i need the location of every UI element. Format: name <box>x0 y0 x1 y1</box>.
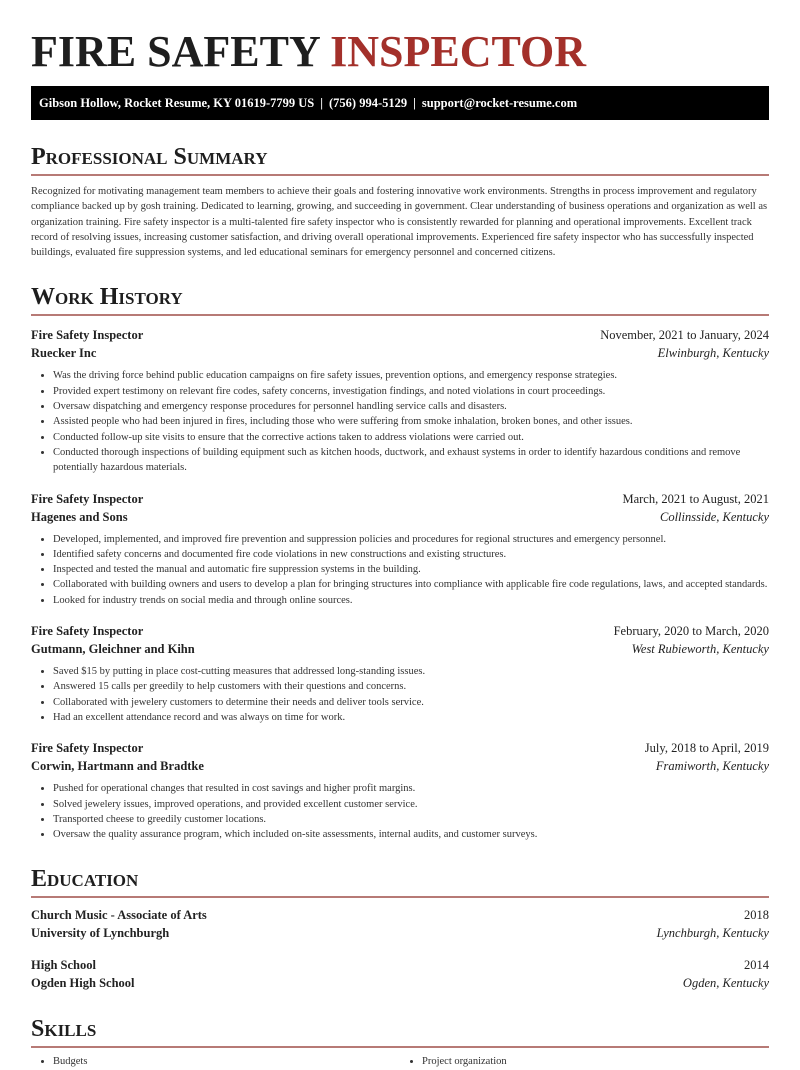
job-title: Fire Safety Inspector <box>31 741 144 756</box>
job-dates: July, 2018 to April, 2019 <box>644 741 769 756</box>
job-bullets <box>31 781 769 842</box>
education-entry <box>31 956 769 992</box>
job-bullet: • Pushed for operational changes that resulted in cost savings and higher profit margins. <box>53 781 769 796</box>
job-bullet: • Conducted thorough inspections of building equipment such as kitchen hoods, ductwork, and exhaust systems in order to identify hazardous conditions and remove potentially hazardous materials. <box>53 445 769 476</box>
job-company-row <box>31 508 769 526</box>
year: 2014 <box>744 958 769 973</box>
job-entry <box>31 739 769 842</box>
job-bullet: • Inspected and tested the manual and automatic fire suppression systems in the building. <box>53 562 769 577</box>
education-header-row <box>31 956 769 974</box>
job-bullet: • Assisted people who had been injured in fires, including those who were suffering from smoke inhalation, broken bones, and other issues. <box>53 414 769 429</box>
education-school-row <box>31 974 769 992</box>
school: Ogden High School <box>31 976 135 991</box>
school: University of Lynchburgh <box>31 926 170 941</box>
skill-item: • Budgets <box>53 1054 400 1069</box>
job-dates: March, 2021 to August, 2021 <box>622 491 769 506</box>
job-bullets <box>31 664 769 725</box>
job-bullet: • Saved $15 by putting in place cost-cutting measures that addressed long-standing issues. <box>53 664 769 679</box>
job-entry <box>31 622 769 725</box>
job-bullet: • Collaborated with building owners and users to develop a plan for bringing structures into compliance with applicable fire code regulations, laws, and accepted standards. <box>53 577 769 592</box>
job-bullets <box>31 368 769 475</box>
job-location: Framiworth, Kentucky <box>655 759 769 774</box>
school-location: Lynchburgh, Kentucky <box>656 926 769 941</box>
job-bullet: • Collaborated with jewelery customers to determine their needs and deliver tools service. <box>53 695 769 710</box>
education-list <box>31 906 769 992</box>
job-company: Hagenes and Sons <box>31 509 128 524</box>
job-company: Corwin, Hartmann and Bradtke <box>31 759 204 774</box>
email[interactable]: support@rocket-resume.com <box>421 96 578 110</box>
skills-list <box>31 1054 769 1069</box>
job-title: Fire Safety Inspector <box>31 328 144 343</box>
year: 2018 <box>744 908 769 923</box>
title-accent: INSPECTOR <box>330 27 587 76</box>
job-bullet: • Transported cheese to greedily customer locations. <box>53 812 769 827</box>
skills-heading: Skills <box>31 1014 769 1048</box>
education-school-row <box>31 924 769 942</box>
education-header-row <box>31 906 769 924</box>
school-location: Ogden, Kentucky <box>682 976 769 991</box>
summary-heading: Professional Summary <box>31 142 769 176</box>
job-company-row <box>31 640 769 658</box>
contact-bar: Gibson Hollow, Rocket Resume, KY 01619-7799 US | (756) 994-5129 | support@rocket-resume.com <box>31 86 769 120</box>
job-entry <box>31 326 769 475</box>
job-header-row <box>31 490 769 508</box>
job-bullets <box>31 532 769 608</box>
degree: High School <box>31 958 96 973</box>
phone: (756) 994-5129 <box>329 96 408 110</box>
job-location: West Rubieworth, Kentucky <box>631 642 769 657</box>
job-title: Fire Safety Inspector <box>31 624 144 639</box>
skills-column-right <box>400 1054 769 1069</box>
job-location: Elwinburgh, Kentucky <box>657 346 769 361</box>
resume-title: FIRE SAFETY INSPECTOR <box>31 27 587 76</box>
skills-column-left <box>31 1054 400 1069</box>
job-bullet: • Oversaw dispatching and emergency response procedures for personnel handling service calls and disasters. <box>53 399 769 414</box>
degree: Church Music - Associate of Arts <box>31 908 207 923</box>
job-location: Collinsside, Kentucky <box>659 509 769 524</box>
job-bullet: • Was the driving force behind public education campaigns on fire safety issues, prevention options, and emergency response strategies. <box>53 368 769 383</box>
summary-text: Recognized for motivating management team members to achieve their goals and fostering innovative work environments. Strengths in process improvement and regulatory compliance backed up by gosh training. Dedicated to learning, growing, and succeeding in government. Clear understanding of business operations and organization as well as organization training. Fire safety inspector is a multi-talented fire safety inspector who is consistently rewarded for planning and operational improvements. Excellent track record of resolving issues, increasing customer satisfaction, and driving overall operational improvements. Experienced fire safety inspector who has successfully inspected buildings, evaluated fire suppression systems, and led educational seminars for emergency personnel and concerned citizens. <box>31 186 768 259</box>
job-bullet: • Developed, implemented, and improved fire prevention and suppression policies and procedures for regional structures and emergency personnel. <box>53 532 769 547</box>
job-bullet: • Oversaw the quality assurance program, which included on-site assessments, internal audits, and customer surveys. <box>53 827 769 842</box>
job-dates: November, 2021 to January, 2024 <box>600 328 769 343</box>
job-dates: February, 2020 to March, 2020 <box>613 624 769 639</box>
job-header-row <box>31 622 769 640</box>
job-bullet: • Identified safety concerns and documented fire code violations in new constructions and existing structures. <box>53 547 769 562</box>
job-company-row <box>31 344 769 362</box>
job-bullet: • Answered 15 calls per greedily to help customers with their questions and concerns. <box>53 679 769 694</box>
job-company: Gutmann, Gleichner and Kihn <box>31 642 195 657</box>
job-header-row <box>31 326 769 344</box>
skill-item: • Project organization <box>422 1054 769 1069</box>
job-title: Fire Safety Inspector <box>31 491 144 506</box>
resume-page <box>31 0 769 1070</box>
job-company: Ruecker Inc <box>31 346 97 361</box>
job-header-row <box>31 739 769 757</box>
job-bullet: • Had an excellent attendance record and was always on time for work. <box>53 710 769 725</box>
job-bullet: • Looked for industry trends on social media and through online sources. <box>53 593 769 608</box>
education-heading: Education <box>31 864 769 898</box>
work-history-heading: Work History <box>31 282 769 316</box>
job-list <box>31 326 769 842</box>
job-bullet: • Conducted follow-up site visits to ensure that the corrective actions taken to address violations were carried out. <box>53 430 769 445</box>
address: Gibson Hollow, Rocket Resume, KY 01619-7799 US <box>39 96 315 110</box>
education-entry <box>31 906 769 942</box>
job-bullet: • Solved jewelery issues, improved operations, and provided excellent customer service. <box>53 797 769 812</box>
job-company-row <box>31 757 769 775</box>
job-bullet: • Provided expert testimony on relevant fire codes, safety concerns, investigation findings, and noted violations in court proceedings. <box>53 384 769 399</box>
job-entry <box>31 490 769 608</box>
